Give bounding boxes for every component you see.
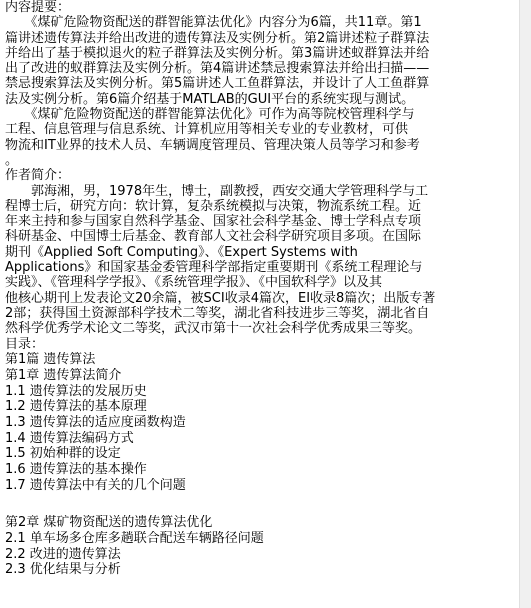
summary-line: 物流和IT业界的技术人员、车辆调度管理员、管理决策人员等学习和参考 xyxy=(5,137,420,153)
toc-section: 2.1 单车场多仓库多趟联合配送车辆路径问题 xyxy=(5,531,264,547)
toc-section: 2.3 优化结果与分析 xyxy=(5,562,121,578)
summary-line: 。 xyxy=(5,152,19,168)
toc-section: 1.3 遗传算法的适应度函数构造 xyxy=(5,414,186,430)
author-heading: 作者简介： xyxy=(5,168,71,184)
author-line: 他核心期刊上发表论文20余篇，被SCI收录4篇次，EI收录8篇次；出版专著 xyxy=(5,290,436,306)
toc-section: 2.2 改进的遗传算法 xyxy=(5,546,121,562)
blank-line xyxy=(5,493,519,515)
toc-chapter-title: 第1章 遗传算法简介 xyxy=(5,367,122,383)
toc-section: 1.5 初始种群的设定 xyxy=(5,446,121,462)
toc-section: 1.1 遗传算法的发展历史 xyxy=(5,383,147,399)
summary-line: 《煤矿危险物资配送的群智能算法优化》内容分为6篇，共11章。第1 xyxy=(5,15,422,31)
toc-section: 1.2 遗传算法的基本原理 xyxy=(5,399,147,415)
document-text xyxy=(5,0,519,578)
toc-heading: 目录： xyxy=(5,336,45,352)
summary-line: 出了改进的蚁群算法及实例分析。第4篇讲述禁忌搜索算法并给出扫描—— xyxy=(5,61,430,77)
toc-chapter-title: 第2章 煤矿物资配送的遗传算法优化 xyxy=(5,515,213,531)
vertical-scrollbar[interactable] xyxy=(519,0,531,608)
toc-part-title: 第1篇 遗传算法 xyxy=(5,352,96,368)
toc-section: 1.7 遗传算法中有关的几个问题 xyxy=(5,477,186,493)
summary-line: 工程、信息管理与信息系统、计算机应用等相关专业的专业教材，可供 xyxy=(5,122,409,138)
summary-line: 禁忌搜索算法及实例分析。第5篇讲述人工鱼群算法，并设计了人工鱼群算 xyxy=(5,76,430,92)
summary-heading: 内容提要： xyxy=(5,0,71,15)
author-line: Applications》和国家基金委管理科学部指定重要期刊《系统工程理论与 xyxy=(5,260,423,276)
author-line: 年来主持和参与国家自然科学基金、国家社会科学基金、博士学科点专项 xyxy=(5,214,422,230)
summary-line: 并给出了基于模拟退火的粒子群算法及实例分析。第3篇讲述蚁群算法并给 xyxy=(5,45,430,61)
author-line: 郭海湘，男，1978年生，博士，副教授，西安交通大学管理科学与工 xyxy=(5,183,429,199)
author-line: 2部；获得国土资源部科学技术二等奖，湖北省科技进步三等奖，湖北省自 xyxy=(5,305,430,321)
author-line: 然科学优秀学术论文二等奖，武汉市第十一次社会科学优秀成果三等奖。 xyxy=(5,321,422,337)
toc-section: 1.4 遗传算法编码方式 xyxy=(5,430,134,446)
toc-section: 1.6 遗传算法的基本操作 xyxy=(5,462,147,478)
summary-line: 篇讲述遗传算法并给出改进的遗传算法及实例分析。第2篇讲述粒子群算法 xyxy=(5,30,430,46)
author-line: 期刊《Applied Soft Computing》、《Expert Systems with xyxy=(5,244,358,260)
author-line: 程博士后，研究方向：软计算，复杂系统模拟与决策，物流系统工程。近 xyxy=(5,198,422,214)
author-line: 科研基金、中国博士后基金、教育部人文社会科学研究项目多项。在国际 xyxy=(5,229,422,245)
author-line: 实践》、《管理科学学报》、《系统管理学报》、《中国软科学》以及其 xyxy=(5,275,383,291)
summary-line: 《煤矿危险物资配送的群智能算法优化》可作为高等院校管理科学与 xyxy=(5,107,415,123)
summary-line: 法及实例分析。第6篇介绍基于MATLAB的GUI平台的系统实现与测试。 xyxy=(5,91,415,107)
